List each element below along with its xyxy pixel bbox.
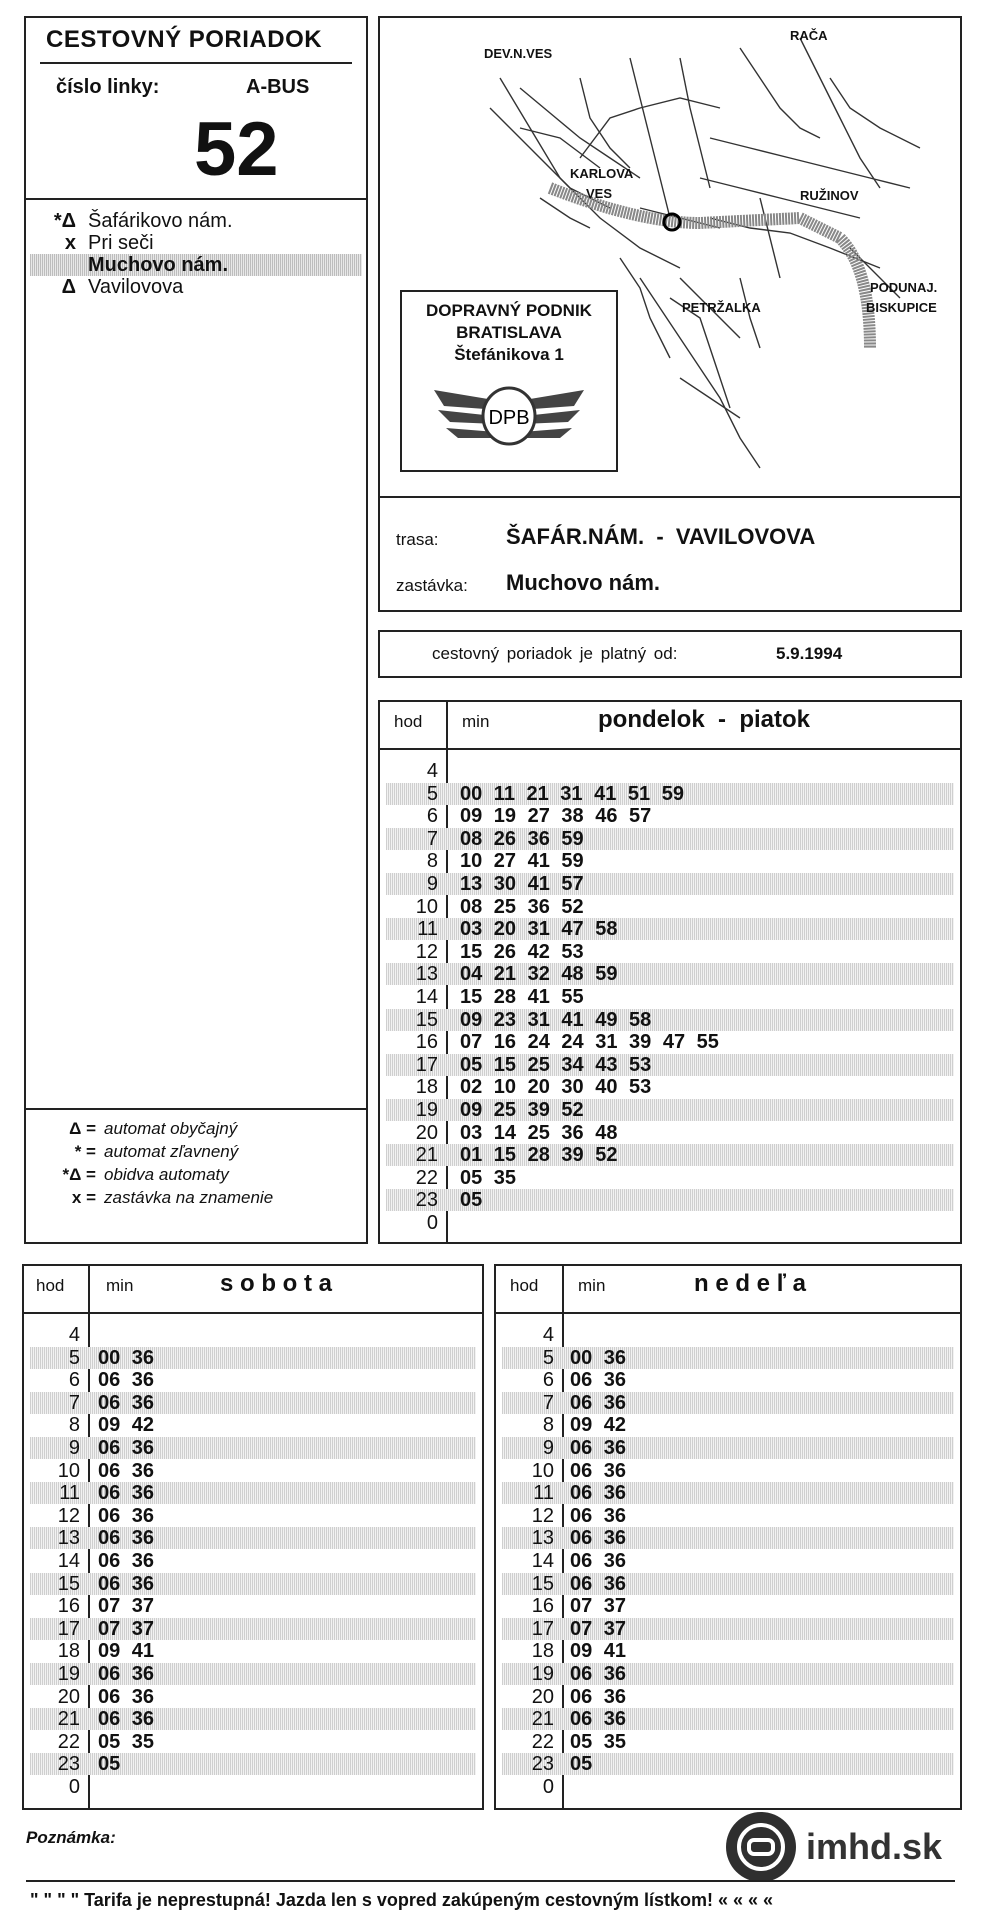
table-row [30,1663,476,1685]
hour-cell: 19 [415,1099,438,1121]
company-box [400,290,618,472]
hour-cell: 21 [57,1708,80,1731]
table-row [386,1189,954,1211]
imhd-logo-icon[interactable] [726,1812,796,1882]
minutes-cell: 08 25 36 52 [460,895,584,918]
minutes-cell: 07 37 [570,1595,627,1618]
hour-cell: 4 [426,760,438,782]
table-row [30,1482,476,1504]
dpb-logo-text: DPB [488,407,530,429]
table-row [30,1731,476,1753]
sunday-timetable [494,1264,962,1810]
sunday-title: n e d e ľ a [694,1270,806,1297]
map-label-raca: RAČA [790,28,828,43]
company-city: BRATISLAVA [456,323,562,342]
minutes-cell: 06 36 [98,1550,155,1572]
table-row [386,896,954,918]
hour-cell: 13 [415,963,438,986]
table-row [30,1460,476,1482]
minutes-cell: 06 36 [98,1527,155,1550]
table-row [30,1573,476,1595]
minutes-cell: 06 36 [570,1572,627,1595]
hour-cell: 20 [415,1121,438,1144]
table-row [502,1708,954,1730]
table-row [30,1753,476,1775]
hour-cell: 7 [426,827,438,850]
minutes-cell: 09 41 [98,1640,155,1663]
minutes-cell: 03 20 31 47 58 [460,918,618,941]
minutes-cell: 06 36 [570,1437,627,1459]
hour-cell: 23 [531,1753,554,1776]
table-row [386,1167,954,1189]
minutes-cell: 09 41 [570,1640,627,1663]
table-row [386,1031,954,1053]
hour-cell: 0 [68,1776,80,1798]
hour-cell: 22 [531,1730,554,1753]
table-row [502,1527,954,1549]
table-row [30,1392,476,1414]
table-row [386,918,954,940]
validity-date: 5.9.1994 [776,644,843,663]
map-label-dev-n-ves: DEV.N.VES [484,46,553,61]
note-label: Poznámka: [26,1828,116,1847]
stop-name: Šafárikovo nám. [88,210,233,232]
company-name: DOPRAVNÝ PODNIK [426,301,592,320]
table-row [502,1731,954,1753]
hour-cell: 14 [531,1550,554,1572]
table-row [502,1550,954,1572]
table-row [30,1776,476,1798]
hour-cell: 7 [68,1391,80,1414]
hour-cell: 15 [531,1572,554,1595]
table-row [386,850,954,872]
table-row [502,1392,954,1414]
legend-item [26,1141,386,1163]
footer-divider [26,1880,955,1882]
stop-item [30,232,362,254]
route-value: ŠAFÁR.NÁM. - VAVILOVOVA [506,524,816,549]
table-row [386,1144,954,1166]
company-address: Štefánikova 1 [454,345,564,364]
hour-cell: 23 [415,1189,438,1212]
minutes-cell: 06 36 [98,1459,155,1482]
minutes-cell: 06 36 [98,1369,155,1392]
table-row [386,941,954,963]
hour-cell: 16 [415,1031,438,1054]
hour-cell: 11 [59,1482,80,1505]
minutes-cell: 09 25 39 52 [460,1099,584,1121]
minutes-cell: 09 42 [570,1414,627,1437]
legend-text: obidva automaty [104,1165,229,1184]
hour-cell: 9 [542,1437,554,1459]
stop-mark: *Δ [53,210,76,232]
hour-cell: 19 [57,1663,80,1685]
minutes-cell: 06 36 [98,1663,155,1685]
minutes-cell: 07 37 [98,1617,155,1640]
legend-symbol: x = [71,1188,96,1207]
dpb-logo-icon [424,370,594,460]
minutes-cell: 05 [570,1753,593,1776]
minutes-cell: 06 36 [570,1391,627,1414]
hour-cell: 13 [57,1527,80,1550]
minutes-cell: 06 36 [98,1708,155,1731]
table-row [30,1708,476,1730]
minutes-cell: 06 36 [570,1550,627,1572]
hour-cell: 22 [57,1730,80,1753]
hour-cell: 12 [57,1504,80,1527]
stop-mark: x [64,232,76,254]
minutes-cell: 06 36 [98,1504,155,1527]
hour-cell: 7 [542,1391,554,1414]
header-box [24,16,368,200]
hour-cell: 21 [531,1708,554,1731]
legend-text: zastávka na znamenie [104,1188,274,1207]
minutes-cell: 06 36 [98,1685,155,1708]
minutes-cell: 00 36 [98,1346,155,1369]
table-row [30,1369,476,1391]
legend-text: automat zľavnený [104,1142,239,1161]
header-divider [40,62,352,64]
stop-value: Muchovo nám. [506,570,661,595]
stop-name: Vavilovova [88,276,184,298]
hour-cell: 23 [57,1753,80,1776]
minutes-cell: 07 16 24 24 31 39 47 55 [460,1031,719,1054]
hour-cell: 17 [415,1053,438,1076]
minutes-cell: 13 30 41 57 [460,873,584,895]
minutes-cell: 10 27 41 59 [460,850,584,873]
map-label-karlova: KARLOVA [570,166,634,181]
hour-cell: 9 [426,873,438,895]
hour-cell: 5 [68,1346,80,1369]
table-row [502,1414,954,1436]
route-box [378,496,962,612]
minutes-cell: 15 26 42 53 [460,940,584,963]
table-row [386,873,954,895]
table-row [386,760,954,782]
hour-cell: 20 [531,1685,554,1708]
saturday-hod-label: hod [36,1276,65,1295]
minutes-cell: 09 23 31 41 49 58 [460,1008,652,1031]
minutes-cell: 00 36 [570,1346,627,1369]
table-row [502,1573,954,1595]
minutes-cell: 15 28 41 55 [460,986,584,1008]
hour-cell: 18 [415,1076,438,1099]
hour-cell: 0 [542,1776,554,1798]
legend-symbol: Δ = [69,1119,96,1138]
table-row [30,1437,476,1459]
table-row [502,1324,954,1346]
hour-cell: 14 [415,986,438,1008]
hour-cell: 17 [57,1617,80,1640]
table-row [386,986,954,1008]
tariff-notice: " " " " Tarifa je neprestupná! Jazda len s vopred zakúpeným cestovným lístkom! « « « « [30,1890,774,1910]
hour-cell: 4 [68,1324,80,1346]
hour-cell: 11 [533,1482,554,1505]
table-row [386,783,954,805]
saturday-title: s o b o t a [220,1270,333,1297]
minutes-cell: 03 14 25 36 48 [460,1121,618,1144]
table-row [386,805,954,827]
minutes-cell: 00 11 21 31 41 51 59 [460,782,684,805]
sunday-hod-label: hod [510,1276,539,1295]
table-row [502,1437,954,1459]
hour-cell: 4 [542,1324,554,1346]
minutes-cell: 05 35 [570,1730,627,1753]
stop-label: zastávka: [396,576,468,595]
hour-cell: 10 [57,1459,80,1482]
minutes-cell: 07 37 [98,1595,155,1618]
hour-cell: 0 [426,1212,438,1234]
route-label: trasa: [396,530,439,549]
hour-cell: 22 [415,1166,438,1189]
line-number-label: číslo linky: [56,76,160,98]
stop-item [30,210,362,232]
minutes-cell: 06 36 [570,1482,627,1505]
minutes-cell: 06 36 [570,1369,627,1392]
minutes-cell: 06 36 [98,1437,155,1459]
table-row [386,1076,954,1098]
minutes-cell: 07 37 [570,1617,627,1640]
table-row [30,1324,476,1346]
stop-mark: Δ [61,276,76,298]
hour-cell: 15 [57,1572,80,1595]
hour-cell: 12 [415,940,438,963]
minutes-cell: 09 19 27 38 46 57 [460,805,652,828]
minutes-cell: 06 36 [570,1527,627,1550]
map-label-petrzalka: PETRŽALKA [682,300,761,315]
stop-item [30,276,362,298]
weekday-title: pondelok - piatok [598,706,811,733]
stops-box [24,198,368,1244]
minutes-cell: 06 36 [570,1685,627,1708]
map-label-ves: VES [586,186,613,201]
weekday-timetable [378,700,962,1244]
saturday-min-label: min [106,1276,134,1295]
table-row [30,1595,476,1617]
saturday-timetable [22,1264,484,1810]
validity-label: cestovný poriadok je platný od: [432,644,678,663]
hour-cell: 16 [57,1595,80,1618]
table-row [30,1505,476,1527]
line-number: 52 [194,107,279,192]
hour-cell: 9 [68,1437,80,1459]
map-label-podunaj: PODUNAJ. [870,280,938,295]
table-row [30,1414,476,1436]
legend-text: automat obyčajný [104,1119,238,1138]
hour-cell: 5 [542,1346,554,1369]
table-row [386,828,954,850]
table-row [386,963,954,985]
table-row [386,1054,954,1076]
map-box [378,16,962,498]
hour-cell: 8 [542,1414,554,1437]
legend-divider [26,1108,366,1110]
map-label-biskupice: BISKUPICE [866,300,937,315]
table-row [386,1009,954,1031]
hour-cell: 16 [531,1595,554,1618]
validity-box [378,630,962,678]
hour-cell: 10 [531,1459,554,1482]
minutes-cell: 06 36 [570,1504,627,1527]
legend-item [26,1118,386,1140]
minutes-cell: 06 36 [570,1459,627,1482]
hour-cell: 6 [426,805,438,828]
current-stop [30,254,362,276]
table-row [502,1482,954,1504]
table-row [502,1347,954,1369]
table-row [502,1369,954,1391]
minutes-cell: 02 10 20 30 40 53 [460,1076,652,1099]
table-row [30,1527,476,1549]
table-row [30,1347,476,1369]
table-row [30,1618,476,1640]
hour-cell: 5 [426,782,438,805]
table-row [386,1122,954,1144]
table-row [30,1550,476,1572]
imhd-brand-text[interactable]: imhd.sk [806,1826,943,1867]
minutes-cell: 06 36 [98,1391,155,1414]
hour-cell: 18 [531,1640,554,1663]
legend-item [26,1164,386,1186]
sunday-min-label: min [578,1276,606,1295]
table-row [502,1595,954,1617]
table-row [502,1753,954,1775]
hour-cell: 13 [531,1527,554,1550]
hour-cell: 11 [417,918,438,941]
table-row [502,1776,954,1798]
hour-cell: 8 [68,1414,80,1437]
minutes-cell: 06 36 [98,1572,155,1595]
minutes-cell: 05 [460,1189,483,1212]
minutes-cell: 01 15 28 39 52 [460,1144,618,1167]
legend-item [26,1187,386,1209]
hour-cell: 8 [426,850,438,873]
minutes-cell: 05 35 [98,1730,155,1753]
minutes-cell: 08 26 36 59 [460,827,584,850]
table-row [30,1686,476,1708]
hour-cell: 14 [57,1550,80,1572]
hour-cell: 18 [57,1640,80,1663]
legend-symbol: *Δ = [62,1165,96,1184]
stop-name: Muchovo nám. [88,254,229,276]
table-row [386,1212,954,1234]
hour-cell: 19 [531,1663,554,1685]
line-type: A-BUS [246,76,310,98]
legend-symbol: * = [74,1142,96,1161]
hour-cell: 20 [57,1685,80,1708]
table-row [502,1640,954,1662]
hour-cell: 15 [415,1008,438,1031]
weekday-hod-label: hod [394,712,423,731]
hour-cell: 6 [542,1369,554,1392]
hour-cell: 6 [68,1369,80,1392]
map-label-ruzinov: RUŽINOV [800,188,859,203]
hour-cell: 17 [531,1617,554,1640]
minutes-cell: 05 [98,1753,121,1776]
timetable-heading: CESTOVNÝ PORIADOK [46,26,323,53]
minutes-cell: 06 36 [570,1663,627,1685]
table-row [502,1618,954,1640]
minutes-cell: 09 42 [98,1414,155,1437]
stop-name: Pri seči [88,232,154,254]
minutes-cell: 06 36 [98,1482,155,1505]
minutes-cell: 04 21 32 48 59 [460,963,618,986]
hour-cell: 21 [415,1144,438,1167]
table-row [502,1460,954,1482]
table-row [502,1686,954,1708]
weekday-min-label: min [462,712,490,731]
hour-cell: 12 [531,1504,554,1527]
table-row [386,1099,954,1121]
table-row [502,1505,954,1527]
minutes-cell: 06 36 [570,1708,627,1731]
hour-cell: 10 [415,895,438,918]
table-row [30,1640,476,1662]
minutes-cell: 05 35 [460,1166,517,1189]
table-row [502,1663,954,1685]
minutes-cell: 05 15 25 34 43 53 [460,1053,652,1076]
